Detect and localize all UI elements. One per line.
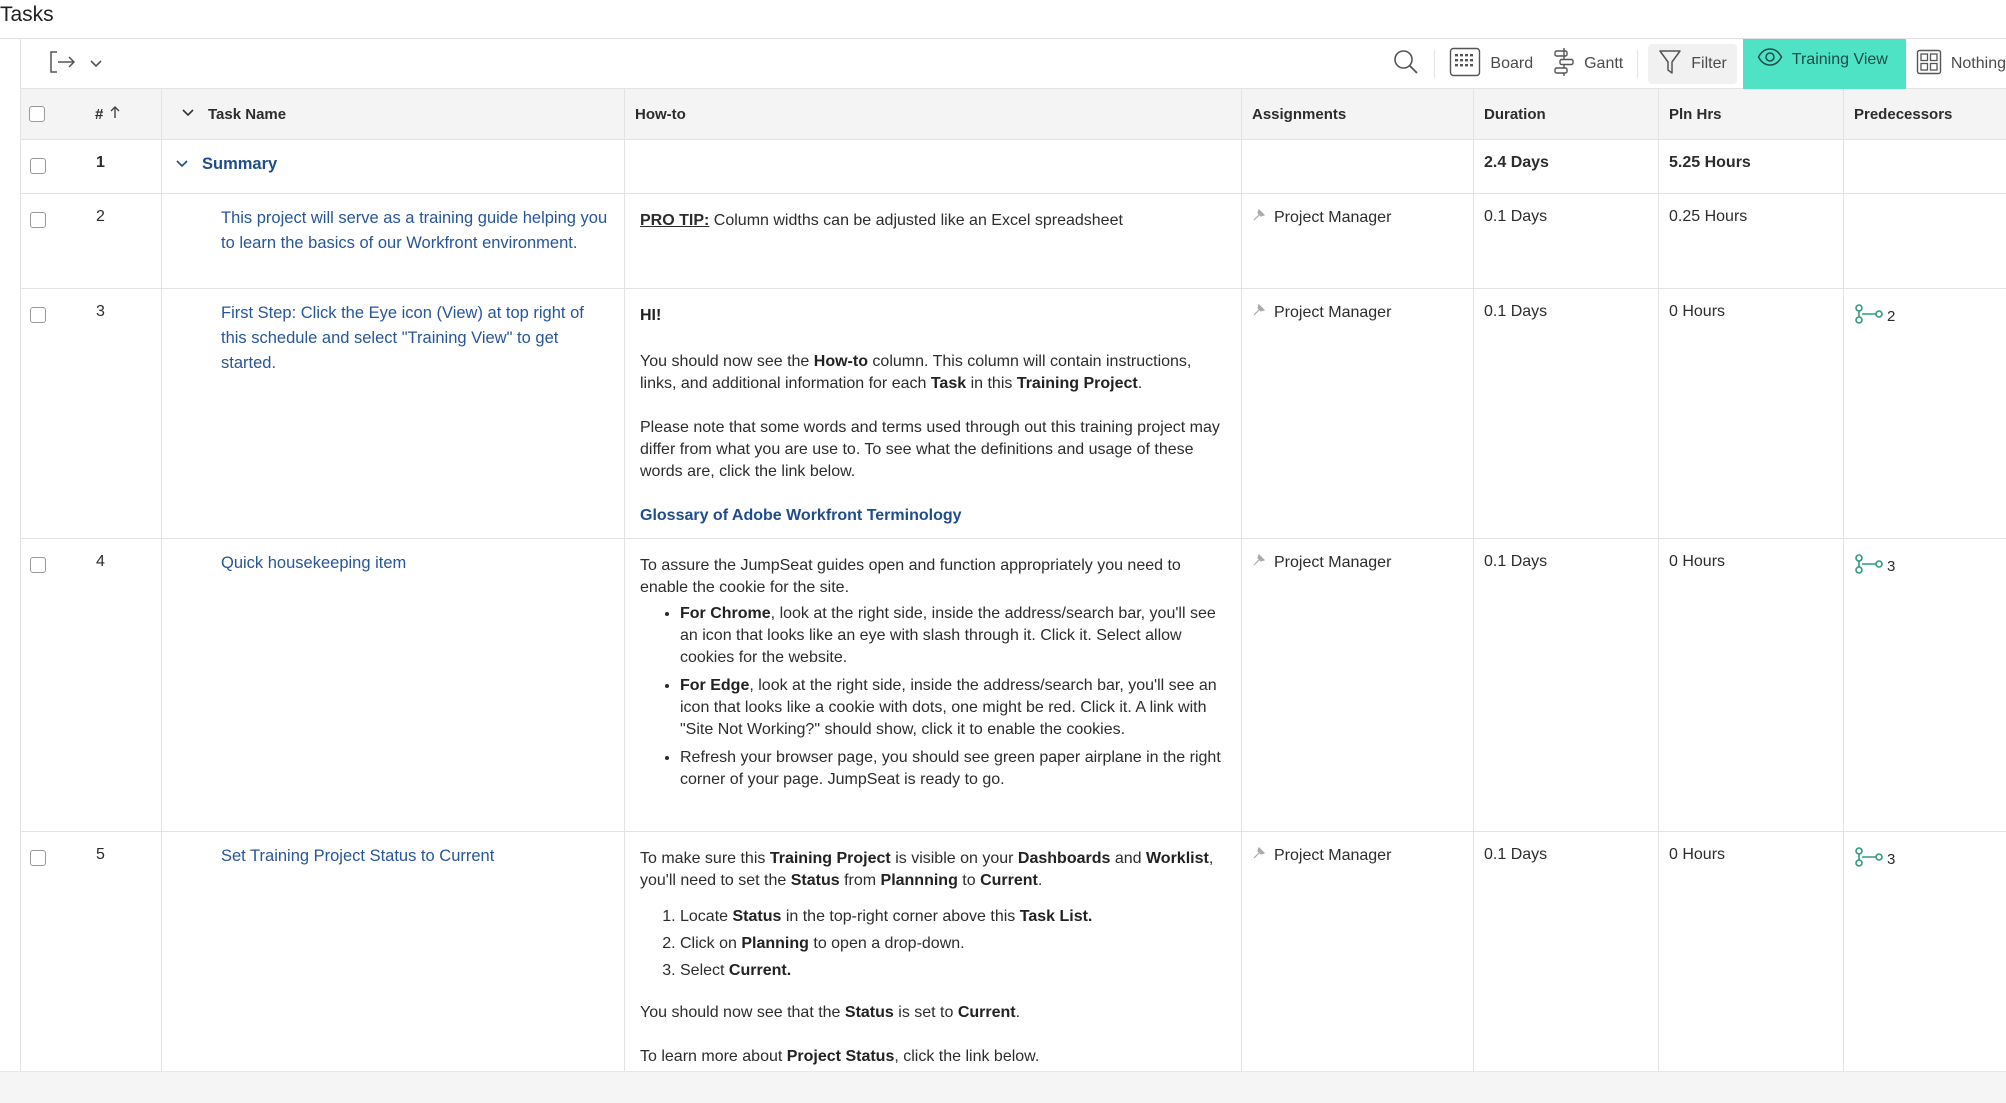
task-name-link[interactable]: Quick housekeeping item [221,554,407,572]
howto-bold: Plannning [880,872,958,889]
howto-bold: For Chrome [680,605,771,622]
duration-cell[interactable]: 0.1 Days [1474,539,1659,831]
header-predecessors-label: Predecessors [1854,105,1953,123]
row-select [21,289,53,538]
task-grid [21,89,2006,1071]
predecessor-number[interactable]: 3 [1887,850,1896,868]
assignment-cell[interactable] [1242,832,1474,1071]
list-item [680,675,1225,741]
howto-bold: Status [790,872,840,889]
howto-bold: Current. [728,962,792,979]
howto-bold: Training Project [769,850,891,867]
howto-text: You should now see that the [640,1004,845,1021]
assignment-cell[interactable] [1242,289,1474,538]
predecessor-link-icon [1854,303,1884,329]
howto-text: Locate [680,908,733,925]
howto-text: , click the link below. [894,1048,1040,1065]
task-name-cell[interactable] [162,289,625,538]
search-button[interactable] [1382,39,1430,89]
assignee-name: Project Manager [1274,208,1392,226]
toolbar-right [1382,39,2006,89]
howto-bold: Planning [741,935,809,952]
pin-icon [1252,846,1266,865]
view-button[interactable] [1743,39,1906,89]
grouping-label: Nothing [1950,55,2006,72]
duration-cell[interactable]: 0.1 Days [1474,194,1659,288]
board-label: Board [1490,55,1534,72]
bottom-bar [0,1071,2006,1103]
howto-text: Click on [680,935,742,952]
howto-numbered-list [640,906,1225,982]
header-assignments[interactable] [1242,89,1474,139]
task-name-cell[interactable] [162,194,625,288]
header-task-name[interactable] [162,89,625,139]
row-number: 4 [53,539,162,831]
task-name-link[interactable]: Set Training Project Status to Current [221,847,495,865]
howto-text: and [1110,850,1146,867]
howto-text: To learn more about [640,1048,787,1065]
task-list-panel [20,39,2006,1071]
howto-bold: Status [732,908,782,925]
sort-ascending-icon[interactable] [109,105,121,123]
howto-text: . [1137,375,1143,392]
howto-text: Please note that some words and terms used through out this training project may differ from what you are use to. To see what the definitions and usage of these words are, click the link below. [640,419,1220,480]
howto-cell [625,289,1242,538]
pin-icon [1252,208,1266,227]
toolbar-left [48,49,104,80]
header-duration-label: Duration [1484,105,1546,123]
list-item [680,960,1225,982]
predecessor-cell [1844,140,2006,193]
howto-text: column. This column will contain instructions, links, and additional information for each [640,353,1192,392]
export-icon[interactable] [48,49,78,80]
task-name-cell[interactable] [162,140,625,193]
task-name-link[interactable]: First Step: Click the Eye icon (View) at top right of this schedule and select "Training View" to get started. [221,304,584,372]
row-checkbox[interactable] [30,158,46,174]
howto-bold: Current [957,1004,1016,1021]
greeting-text: HI! [640,307,662,324]
howto-text: is set to [893,1004,958,1021]
table-row[interactable] [21,194,2006,289]
list-item [680,603,1225,669]
header-task-name-label: Task Name [208,105,287,123]
howto-cell [625,140,1242,193]
row-number: 5 [53,832,162,1071]
predecessor-number[interactable]: 3 [1887,557,1896,575]
predecessor-cell[interactable] [1844,539,2006,831]
collapse-all-icon[interactable] [180,106,196,123]
duration-cell[interactable]: 0.1 Days [1474,832,1659,1071]
toolbar-divider [1637,50,1638,78]
howto-text: in this [966,375,1017,392]
row-number: 1 [53,140,162,193]
planned-hours-cell[interactable]: 0 Hours [1659,832,1844,1071]
row-number: 3 [53,289,162,538]
task-name-link[interactable]: Summary [202,155,278,173]
planned-hours-cell[interactable]: 0 Hours [1659,289,1844,538]
howto-bold: Dashboards [1017,850,1111,867]
planned-hours-cell[interactable]: 0.25 Hours [1659,194,1844,288]
select-all-checkbox[interactable] [29,106,45,122]
assignee-name: Project Manager [1274,553,1392,571]
table-row[interactable] [21,289,2006,539]
glossary-link[interactable]: Glossary of Adobe Workfront Terminology [640,507,962,524]
chevron-down-icon[interactable] [88,56,104,74]
board-button[interactable] [1439,39,1543,89]
howto-text: , look at the right side, inside the address/search bar, you'll see an icon that looks like an eye with slash through it. Click it. Select allow cookies for the website. [680,605,1216,666]
row-checkbox[interactable] [30,307,46,323]
task-toolbar [21,39,2006,89]
assignment-cell[interactable] [1242,539,1474,831]
grouping-icon [1916,49,1942,80]
view-label: Training View [1791,50,1888,68]
row-select [21,194,53,288]
row-checkbox[interactable] [30,557,46,573]
row-checkbox[interactable] [30,850,46,866]
header-select-all[interactable] [21,89,53,139]
howto-text: . [1015,1004,1021,1021]
howto-text: to open a drop-down. [808,935,965,952]
table-row[interactable] [21,539,2006,832]
header-planned-hours-label: Pln Hrs [1669,105,1722,123]
planned-hours-cell[interactable]: 0 Hours [1659,539,1844,831]
grouping-button[interactable] [1906,39,2006,89]
header-number[interactable] [53,89,162,139]
row-number: 2 [53,194,162,288]
row-checkbox[interactable] [30,212,46,228]
howto-bold: Training Project [1016,375,1138,392]
grid-header [21,89,2006,140]
board-icon [1449,47,1481,82]
header-howto[interactable] [625,89,1242,139]
howto-cell [625,539,1242,831]
howto-bold: Worklist [1145,850,1209,867]
pin-icon [1252,553,1266,572]
howto-text: in the top-right corner above this [781,908,1020,925]
task-name-link[interactable]: This project will serve as a training guide helping you to learn the basics of our Workfront environment. [221,209,608,252]
howto-bold: How-to [813,353,868,370]
howto-text: , you'll need to set the [640,850,1214,889]
predecessor-link-icon [1854,553,1884,579]
howto-text: from [839,872,881,889]
howto-cell [625,194,1242,288]
duration-cell[interactable]: 2.4 Days [1474,140,1659,193]
list-item [680,906,1225,928]
predecessor-number[interactable]: 2 [1887,307,1896,325]
assignee-name: Project Manager [1274,846,1392,864]
howto-text: To make sure this [640,850,770,867]
list-item [680,747,1225,791]
assignment-cell [1242,140,1474,193]
filter-button[interactable] [1648,44,1737,84]
pro-tip-label: PRO TIP: [640,212,710,229]
howto-bold: Task [930,375,967,392]
howto-text: You should now see the [640,353,814,370]
planned-hours-cell[interactable]: 5.25 Hours [1659,140,1844,193]
header-assignments-label: Assignments [1252,105,1347,123]
howto-bold: For Edge [680,677,750,694]
howto-text: . [1037,872,1043,889]
page-title: Tasks [0,3,54,26]
row-select [21,140,53,193]
howto-text: , look at the right side, inside the address/search bar, you'll see an icon that looks like a cookie with dots, one might be red. Click it. A link with "Site Not Working?" should show, click it to enable the cookies. [680,677,1217,738]
howto-text: Refresh your browser page, you should see green paper airplane in the right corner of your page. JumpSeat is ready to go. [680,749,1221,788]
howto-bold: Status [844,1004,894,1021]
filter-icon [1658,49,1682,80]
task-name-cell[interactable] [162,539,625,831]
howto-text: is visible on your [890,850,1018,867]
predecessor-link-icon [1854,846,1884,872]
assignment-cell[interactable] [1242,194,1474,288]
table-row[interactable] [21,140,2006,194]
howto-bold: Current [980,872,1038,889]
predecessor-cell[interactable] [1844,832,2006,1071]
header-duration[interactable] [1474,89,1659,139]
search-icon [1392,48,1420,81]
collapse-icon[interactable] [174,152,190,178]
howto-bold: Project Status [786,1048,895,1065]
task-name-cell[interactable] [162,832,625,1071]
howto-bold: Task List. [1019,908,1093,925]
howto-text: Select [680,962,729,979]
header-planned-hours[interactable] [1659,89,1844,139]
predecessor-cell[interactable] [1844,289,2006,538]
toolbar-divider [1434,50,1435,78]
assignee-name: Project Manager [1274,303,1392,321]
header-howto-label: How-to [635,105,686,123]
table-row[interactable] [21,832,2006,1071]
row-select [21,539,53,831]
eye-icon [1757,48,1783,71]
header-number-label: # [95,105,104,123]
howto-cell [625,832,1242,1071]
header-predecessors[interactable] [1844,89,2006,139]
gantt-button[interactable] [1543,39,1633,89]
pin-icon [1252,303,1266,322]
howto-bullet-list [640,603,1225,791]
gantt-icon [1553,47,1575,82]
row-select [21,832,53,1071]
pro-tip-text: Column widths can be adjusted like an Excel spreadsheet [709,212,1123,229]
howto-text: To assure the JumpSeat guides open and function appropriately you need to enable the cookie for the site. [640,557,1181,596]
predecessor-cell[interactable] [1844,194,2006,288]
duration-cell[interactable]: 0.1 Days [1474,289,1659,538]
filter-label: Filter [1691,55,1727,72]
gantt-label: Gantt [1584,55,1624,72]
list-item [680,933,1225,955]
howto-text: to [957,872,981,889]
